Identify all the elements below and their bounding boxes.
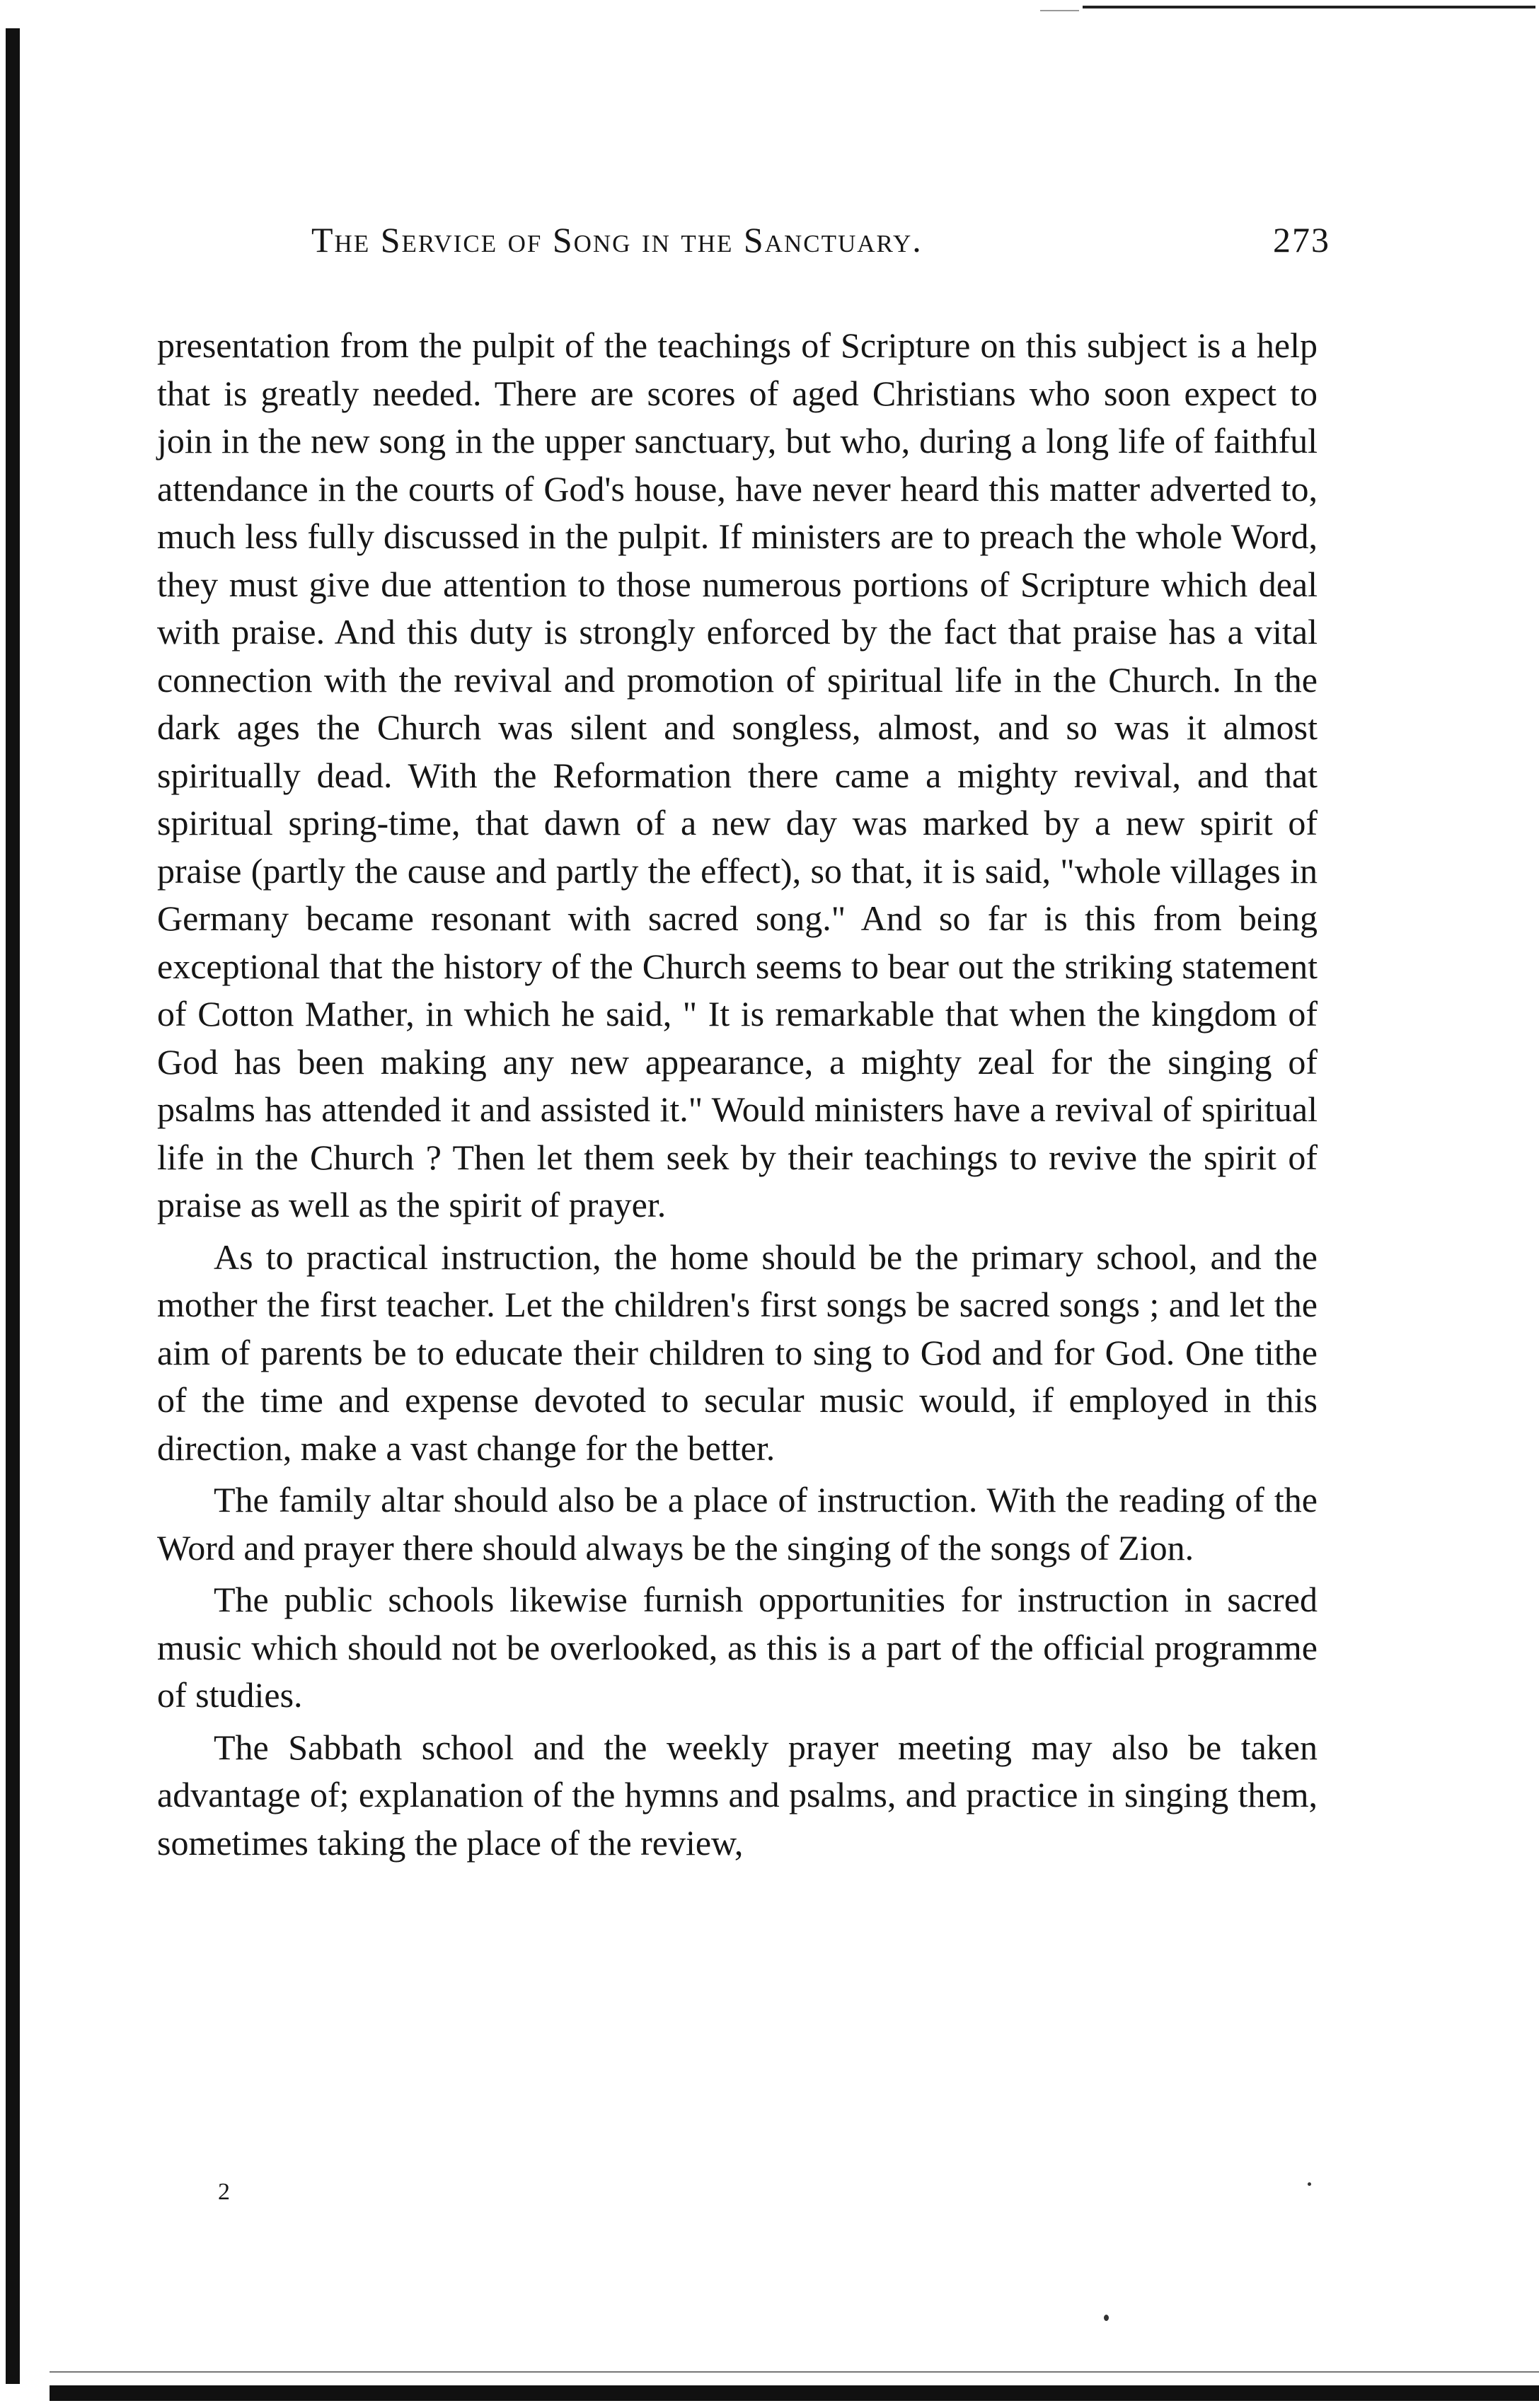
paragraph-continued: presentation from the pulpit of the teachings of Scripture on this subject is a help that is greatly needed. There are scores of aged Christians who soon expect to join in the new song in the upper sanctuary, but who, during a long life of faithful attendance in the courts of God's house, have never heard this matter adverted to, much less fully discussed in the pulpit. If ministers are to preach the whole Word, they must give due attention to those numerous portions of Scripture which deal with praise. And this duty is strongly enforced by the fact that praise has a vital connection with the revival and promotion of spiritual life in the Church. In the dark ages the Church was silent and songless, almost, and so was it almost spiritually dead. With the Reformation there came a mighty revival, and that spiritual spring-time, that dawn of a new day was marked by a new spirit of praise (partly the cause and partly the effect), so that, it is said, "whole villages in Germany became resonant with sacred song." And so far is this from being exceptional that the history of the Church seems to bear out the striking statement of Cotton Mather, in which he said, " It is remarkable that when the kingdom of God has been making any new appearance, a mighty zeal for the singing of psalms has attended it and assisted it." Would ministers have a revival of spiritual life in the Church ? Then let them seek by their teachings to revive the spirit of praise as well as the spirit of prayer.: [157, 325, 1318, 1225]
top-edge-dash: [1040, 10, 1079, 11]
paragraph: The family altar should also be a place of instruction. With the reading of the Word and prayer there should always be the singing of the songs of Zion.: [157, 1480, 1318, 1568]
body-text: [157, 322, 1318, 1871]
speck-mark: [1104, 2315, 1109, 2321]
bottom-edge-thin-rule: [50, 2371, 1539, 2373]
page-edge-shadow: [6, 28, 20, 2384]
bottom-edge-rule: [50, 2385, 1539, 2401]
running-title: The Service of Song in the Sanctuary.: [311, 220, 923, 260]
signature-mark: 2: [218, 2179, 230, 2205]
paragraph: The public schools likewise furnish opportunities for instruction in sacred music which should not be overlooked, as this is a part of the official programme of studies.: [157, 1580, 1318, 1715]
top-edge-rule: [1083, 6, 1535, 8]
speck-mark: [1308, 2182, 1311, 2186]
page-number: 273: [1273, 220, 1330, 260]
paragraph: As to practical instruction, the home should be the primary school, and the mother the first teacher. Let the children's first songs be sacred songs ; and let the aim of parents be to educate their children to sing to God and for God. One tithe of the time and expense devoted to secular music would, if employed in this direction, make a vast change for the better.: [157, 1237, 1318, 1468]
paragraph: The Sabbath school and the weekly prayer meeting may also be taken advantage of; explanation of the hymns and psalms, and practice in singing them, sometimes taking the place of the review,: [157, 1727, 1318, 1863]
running-header: [311, 205, 1330, 276]
